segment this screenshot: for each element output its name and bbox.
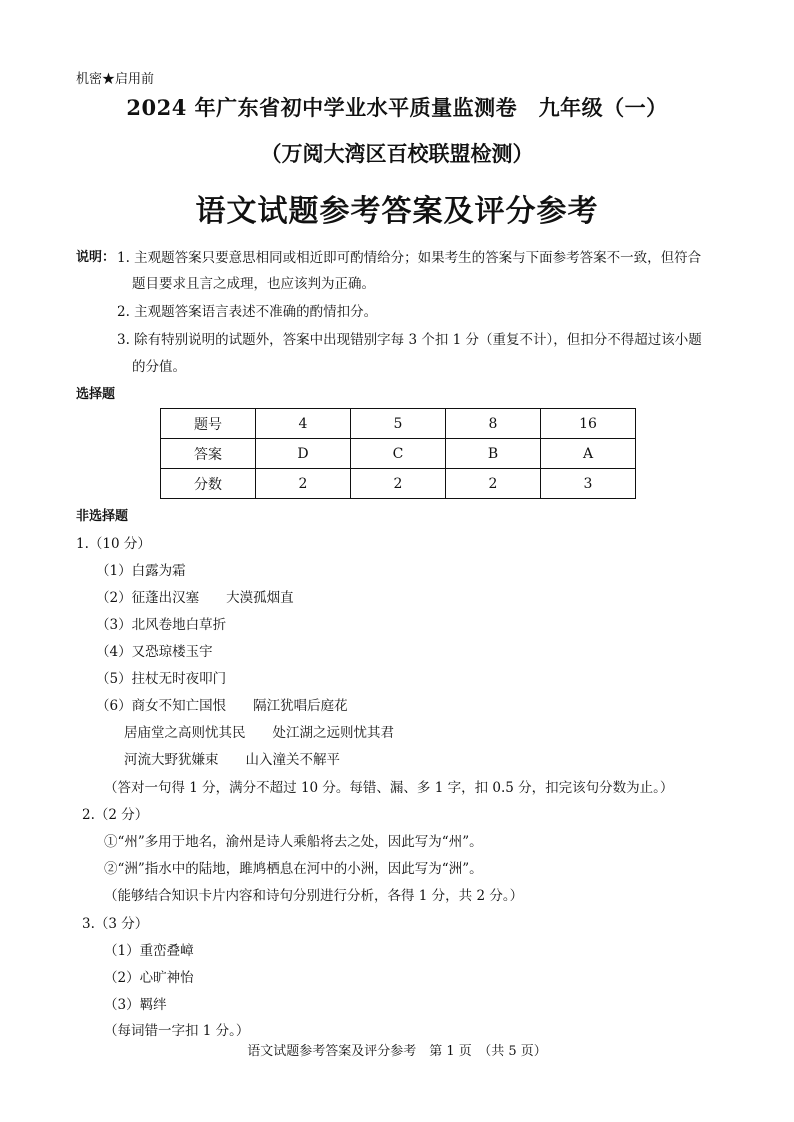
q1-scoring-note: （答对一句得 1 分，满分不超过 10 分。每错、漏、多 1 字，扣 0.5 分，扣完该句分数为止。） — [104, 780, 674, 796]
page-footer: 语文试题参考答案及评分参考 第 1 页 （共 5 页） — [247, 1044, 547, 1059]
table-cell: 2 — [256, 469, 351, 499]
q3-answer-2: （2）心旷神怡 — [104, 970, 194, 986]
q3-heading: 3.（3 分） — [82, 916, 149, 932]
note-item-3-cont: 的分值。 — [132, 359, 186, 375]
nonmc-heading: 非选择题 — [76, 509, 129, 524]
table-cell: 4 — [256, 409, 351, 439]
table-cell: A — [541, 439, 636, 469]
exam-title: 2024 年广东省初中学业水平质量监测卷 九年级（一） — [126, 95, 668, 120]
table-cell: 3 — [541, 469, 636, 499]
q2-heading: 2.（2 分） — [82, 807, 149, 823]
q1-answer-5: （5）拄杖无时夜叩门 — [96, 671, 227, 687]
note-item-2: 2. 主观题答案语言表述不准确的酌情扣分。 — [117, 304, 378, 320]
note-item-1: 1. 主观题答案只要意思相同或相近即可酌情给分；如果考生的答案与下面参考答案不一致，但符合 — [117, 250, 702, 266]
q1-answer-6-line2: 居庙堂之高则忧其民 处江湖之远则忧其君 — [124, 725, 394, 741]
table-cell: 分数 — [161, 469, 256, 499]
q1-answer-1: （1）白露为霜 — [96, 563, 186, 579]
q2-scoring-note: （能够结合知识卡片内容和诗句分别进行分析，各得 1 分，共 2 分。） — [104, 888, 524, 904]
table-cell: 16 — [541, 409, 636, 439]
q3-scoring-note: （每词错一字扣 1 分。） — [104, 1023, 250, 1039]
q3-answer-1: （1）重峦叠嶂 — [104, 943, 194, 959]
exam-subtitle: （万阅大湾区百校联盟检测） — [260, 141, 534, 166]
mc-heading: 选择题 — [76, 387, 116, 402]
q2-answer-2: ②“洲”指水中的陆地，雎鸠栖息在河中的小洲，因此写为“洲”。 — [104, 861, 483, 877]
note-item-3: 3. 除有特别说明的试题外，答案中出现错别字每 3 个扣 1 分（重复不计），但扣分不得超过该小题 — [117, 332, 702, 348]
note-item-1-cont: 题目要求且言之成理，也应该判为正确。 — [132, 276, 375, 292]
table-row — [161, 439, 636, 469]
table-cell: D — [256, 439, 351, 469]
table-cell: 5 — [351, 409, 446, 439]
table-cell: 2 — [351, 469, 446, 499]
q1-answer-2: （2）征蓬出汉塞 大漠孤烟直 — [96, 590, 294, 606]
table-cell: 8 — [446, 409, 541, 439]
q1-answer-6-line3: 河流大野犹嫌束 山入潼关不解平 — [124, 752, 340, 768]
q2-answer-1: ①“州”多用于地名，渝州是诗人乘船将去之处，因此写为“州”。 — [104, 834, 483, 850]
confidential-mark: 机密★启用前 — [76, 72, 155, 87]
table-cell: 答案 — [161, 439, 256, 469]
q1-answer-3: （3）北风卷地白草折 — [96, 617, 227, 633]
table-row — [161, 409, 636, 439]
table-row — [161, 469, 636, 499]
table-cell: 题号 — [161, 409, 256, 439]
answer-table — [160, 408, 636, 499]
table-cell: B — [446, 439, 541, 469]
q1-answer-4: （4）又恐琼楼玉宇 — [96, 644, 213, 660]
notes-label: 说明： — [76, 250, 116, 265]
document-title: 语文试题参考答案及评分参考 — [195, 194, 599, 229]
q3-answer-3: （3）羁绊 — [104, 997, 167, 1013]
table-cell: C — [351, 439, 446, 469]
q1-heading: 1.（10 分） — [76, 536, 151, 552]
q1-answer-6: （6）商女不知亡国恨 隔江犹唱后庭花 — [96, 698, 348, 714]
table-cell: 2 — [446, 469, 541, 499]
